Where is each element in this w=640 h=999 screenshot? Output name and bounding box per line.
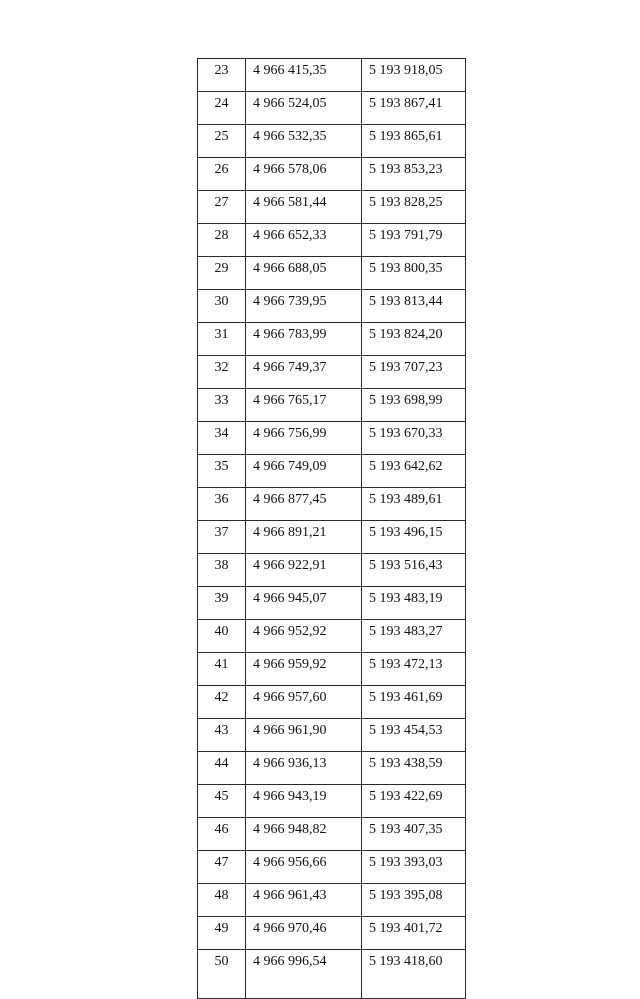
x-coordinate-cell: 4 966 945,07 [246, 587, 362, 620]
table-row [198, 521, 466, 554]
y-coordinate-cell: 5 193 483,19 [362, 587, 466, 620]
table-row [198, 356, 466, 389]
x-coordinate-cell: 4 966 943,19 [246, 785, 362, 818]
y-coordinate-cell: 5 193 853,23 [362, 158, 466, 191]
x-coordinate-cell: 4 966 415,35 [246, 59, 362, 92]
point-number-cell: 39 [198, 587, 246, 620]
y-coordinate-cell: 5 193 813,44 [362, 290, 466, 323]
table-row [198, 455, 466, 488]
x-coordinate-cell: 4 966 891,21 [246, 521, 362, 554]
x-coordinate-cell: 4 966 749,37 [246, 356, 362, 389]
x-coordinate-cell: 4 966 957,60 [246, 686, 362, 719]
y-coordinate-cell: 5 193 516,43 [362, 554, 466, 587]
y-coordinate-cell: 5 193 461,69 [362, 686, 466, 719]
y-coordinate-cell: 5 193 867,41 [362, 92, 466, 125]
point-number-cell: 26 [198, 158, 246, 191]
point-number-cell: 49 [198, 917, 246, 950]
y-coordinate-cell: 5 193 698,99 [362, 389, 466, 422]
point-number-cell: 30 [198, 290, 246, 323]
y-coordinate-cell: 5 193 642,62 [362, 455, 466, 488]
x-coordinate-cell: 4 966 581,44 [246, 191, 362, 224]
point-number-cell: 37 [198, 521, 246, 554]
point-number-cell: 38 [198, 554, 246, 587]
table-row [198, 884, 466, 917]
point-number-cell: 28 [198, 224, 246, 257]
y-coordinate-cell: 5 193 472,13 [362, 653, 466, 686]
x-coordinate-cell: 4 966 749,09 [246, 455, 362, 488]
y-coordinate-cell: 5 193 828,25 [362, 191, 466, 224]
table-row [198, 59, 466, 92]
point-number-cell: 27 [198, 191, 246, 224]
table-row [198, 686, 466, 719]
y-coordinate-cell: 5 193 422,69 [362, 785, 466, 818]
y-coordinate-cell: 5 193 865,61 [362, 125, 466, 158]
x-coordinate-cell: 4 966 922,91 [246, 554, 362, 587]
y-coordinate-cell: 5 193 454,53 [362, 719, 466, 752]
point-number-cell: 40 [198, 620, 246, 653]
point-number-cell: 41 [198, 653, 246, 686]
x-coordinate-cell: 4 966 578,06 [246, 158, 362, 191]
x-coordinate-cell: 4 966 961,43 [246, 884, 362, 917]
y-coordinate-cell: 5 193 483,27 [362, 620, 466, 653]
table-row [198, 620, 466, 653]
point-number-cell: 50 [198, 950, 246, 999]
point-number-cell: 43 [198, 719, 246, 752]
x-coordinate-cell: 4 966 783,99 [246, 323, 362, 356]
point-number-cell: 24 [198, 92, 246, 125]
y-coordinate-cell: 5 193 407,35 [362, 818, 466, 851]
table-row [198, 752, 466, 785]
x-coordinate-cell: 4 966 970,46 [246, 917, 362, 950]
x-coordinate-cell: 4 966 756,99 [246, 422, 362, 455]
y-coordinate-cell: 5 193 489,61 [362, 488, 466, 521]
point-number-cell: 33 [198, 389, 246, 422]
x-coordinate-cell: 4 966 948,82 [246, 818, 362, 851]
table-row [198, 917, 466, 950]
x-coordinate-cell: 4 966 652,33 [246, 224, 362, 257]
point-number-cell: 29 [198, 257, 246, 290]
point-number-cell: 36 [198, 488, 246, 521]
x-coordinate-cell: 4 966 996,54 [246, 950, 362, 999]
table-row [198, 323, 466, 356]
x-coordinate-cell: 4 966 956,66 [246, 851, 362, 884]
x-coordinate-cell: 4 966 524,05 [246, 92, 362, 125]
table-row [198, 851, 466, 884]
table-row [198, 554, 466, 587]
x-coordinate-cell: 4 966 532,35 [246, 125, 362, 158]
table-row [198, 422, 466, 455]
y-coordinate-cell: 5 193 496,15 [362, 521, 466, 554]
table-row [198, 653, 466, 686]
table-row [198, 158, 466, 191]
table-row [198, 950, 466, 999]
point-number-cell: 47 [198, 851, 246, 884]
point-number-cell: 32 [198, 356, 246, 389]
x-coordinate-cell: 4 966 765,17 [246, 389, 362, 422]
y-coordinate-cell: 5 193 800,35 [362, 257, 466, 290]
point-number-cell: 42 [198, 686, 246, 719]
coordinates-table-body [198, 59, 466, 999]
y-coordinate-cell: 5 193 401,72 [362, 917, 466, 950]
y-coordinate-cell: 5 193 707,23 [362, 356, 466, 389]
y-coordinate-cell: 5 193 418,60 [362, 950, 466, 999]
x-coordinate-cell: 4 966 936,13 [246, 752, 362, 785]
x-coordinate-cell: 4 966 739,95 [246, 290, 362, 323]
x-coordinate-cell: 4 966 952,92 [246, 620, 362, 653]
x-coordinate-cell: 4 966 961,90 [246, 719, 362, 752]
x-coordinate-cell: 4 966 688,05 [246, 257, 362, 290]
table-row [198, 125, 466, 158]
table-row [198, 191, 466, 224]
table-row [198, 389, 466, 422]
y-coordinate-cell: 5 193 791,79 [362, 224, 466, 257]
point-number-cell: 48 [198, 884, 246, 917]
table-row [198, 92, 466, 125]
point-number-cell: 35 [198, 455, 246, 488]
table-row [198, 257, 466, 290]
point-number-cell: 44 [198, 752, 246, 785]
y-coordinate-cell: 5 193 918,05 [362, 59, 466, 92]
y-coordinate-cell: 5 193 438,59 [362, 752, 466, 785]
x-coordinate-cell: 4 966 877,45 [246, 488, 362, 521]
table-row [198, 224, 466, 257]
coordinates-table [197, 58, 466, 999]
point-number-cell: 34 [198, 422, 246, 455]
table-row [198, 290, 466, 323]
table-row [198, 719, 466, 752]
y-coordinate-cell: 5 193 670,33 [362, 422, 466, 455]
point-number-cell: 31 [198, 323, 246, 356]
point-number-cell: 23 [198, 59, 246, 92]
point-number-cell: 46 [198, 818, 246, 851]
point-number-cell: 25 [198, 125, 246, 158]
table-row [198, 818, 466, 851]
point-number-cell: 45 [198, 785, 246, 818]
table-row [198, 587, 466, 620]
x-coordinate-cell: 4 966 959,92 [246, 653, 362, 686]
y-coordinate-cell: 5 193 393,03 [362, 851, 466, 884]
table-row [198, 488, 466, 521]
y-coordinate-cell: 5 193 824,20 [362, 323, 466, 356]
y-coordinate-cell: 5 193 395,08 [362, 884, 466, 917]
table-row [198, 785, 466, 818]
